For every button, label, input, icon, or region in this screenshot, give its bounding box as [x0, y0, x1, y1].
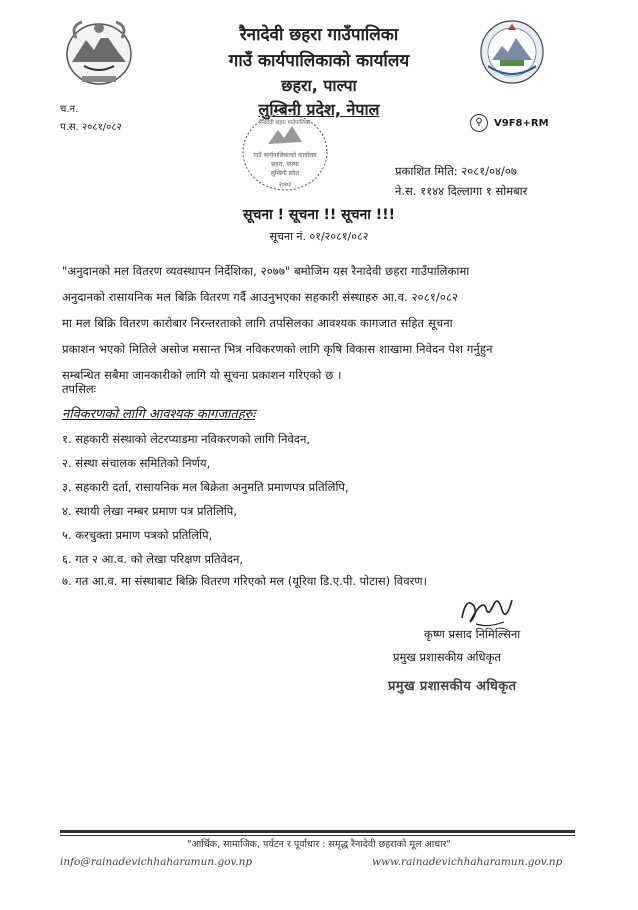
- handwritten-signature: [452, 588, 522, 632]
- document-item-3: ३. सहकारी दर्ता, रासायनिक मल बिक्रेता अनुमति प्रमाणपत्र प्रतिलिपि,: [62, 480, 349, 494]
- stamp-line-5: २०७३: [278, 181, 292, 188]
- header-line-4: लुम्बिनी प्रदेश, नेपाल: [258, 100, 380, 119]
- body-line-5: सम्बन्धित सबैमा जानकारीको लागि यो सूचना प्रकाशन गरिएको छ ।: [62, 368, 342, 382]
- nepal-sambat-date: ने.स. ११४४ दिल्लागा १ सोमबार: [395, 184, 528, 198]
- footer-email[interactable]: info@rainadevichhaharamun.gov.np: [60, 856, 253, 868]
- body-line-2: अनुदानको रासायनिक मल बिक्रि वितरण गर्दै आउनुभएका सहकारी संस्थाहरु आ.व. २०८१/०८२: [62, 290, 459, 304]
- documents-heading: नविकरणको लागि आवश्यक कागजातहरुः: [62, 407, 256, 422]
- signatory-name: कृष्ण प्रसाद निमिल्सिना: [424, 627, 521, 641]
- footer-website[interactable]: www.rainadevichhaharamun.gov.np: [372, 856, 563, 868]
- footer-divider-thin: [60, 835, 575, 836]
- footer-divider-thick: [60, 830, 575, 833]
- stamp-line-1: रैनादेवी छहरा गाउँपालिका: [259, 120, 311, 126]
- reference-pa-sa: प.स. २०८१/०८२: [60, 122, 122, 133]
- body-line-1: "अनुदानको मल वितरण व्यवस्थापन निर्देशिका, २०७७" बमोजिम यस रैनादेवी छहरा गाउँपालिकामा: [62, 264, 470, 278]
- header-line-1: रैनादेवी छहरा गाउँपालिका: [239, 25, 399, 45]
- map-pin-icon: ⚲: [470, 114, 488, 132]
- header-line-2: गाउँ कार्यपालिकाको कार्यालय: [228, 51, 410, 71]
- notice-title: सूचना ! सूचना !! सूचना !!!: [243, 207, 395, 223]
- body-line-3: मा मल बिक्रि वितरण कारोबार निरन्तरताको लागि तपसिलका आवश्यक कागजात सहित सूचना: [62, 316, 453, 330]
- document-item-5: ५. करचुक्ता प्रमाण पत्रको प्रतिलिपि,: [62, 528, 213, 542]
- signatory-stamp: प्रमुख प्रशासकीय अधिकृत: [388, 679, 517, 694]
- notice-number: सूचना नं. ०१/२०८१/०८२: [269, 230, 369, 243]
- document-item-2: २. संस्था संचालक समितिको निर्णय,: [62, 456, 211, 470]
- document-item-1: १. सहकारी संस्थाको लेटरप्याडमा नविकरणको लागि निवेदन,: [62, 432, 311, 446]
- header-line-3: छहरा, पाल्पा: [281, 76, 357, 95]
- document-item-6: ६. गत २ आ.व. को लेखा परिक्षण प्रतिवेदन,: [62, 552, 244, 566]
- footer-motto: "आर्थिक, सामाजिक, पर्यटन र पूर्वाधार : समृद्ध रैनादेवी छहराको मूल आधार": [187, 839, 451, 850]
- stamp-line-3: छहरा, पाल्पा: [271, 161, 299, 168]
- office-stamp: [240, 110, 330, 194]
- body-line-4: प्रकाशन भएको मितिले असोज मसान्त भित्र नविकरणको लागि कृषि विकास शाखामा निवेदन पेश गर्नुहुन: [62, 342, 493, 356]
- plus-code-text: V9F8+RM: [494, 117, 549, 129]
- location-badge: [470, 114, 549, 132]
- stamp-line-2: गाउँ कार्यपालिकाको कार्यालय: [253, 152, 317, 159]
- document-item-7: ७. गत आ.व. मा संस्थाबाट बिक्रि वितरण गरिएको मल (यूरिया डि.ए.पी. पोटास) विवरण।: [62, 574, 427, 588]
- tapsil-label: तपसिलः: [62, 382, 96, 396]
- signatory-title: प्रमुख प्रशासकीय अधिकृत: [393, 650, 501, 664]
- stamp-line-4: लुम्बिनी प्रदेश: [270, 170, 300, 177]
- notice-body: [62, 258, 582, 388]
- published-date: प्रकाशित मिति: २०८१/०४/०७: [395, 164, 517, 178]
- document-item-4: ४. स्थायी लेखा नम्बर प्रमाण पत्र प्रतिलिपि,: [62, 504, 237, 518]
- reference-cha-no: च.न.: [60, 104, 79, 115]
